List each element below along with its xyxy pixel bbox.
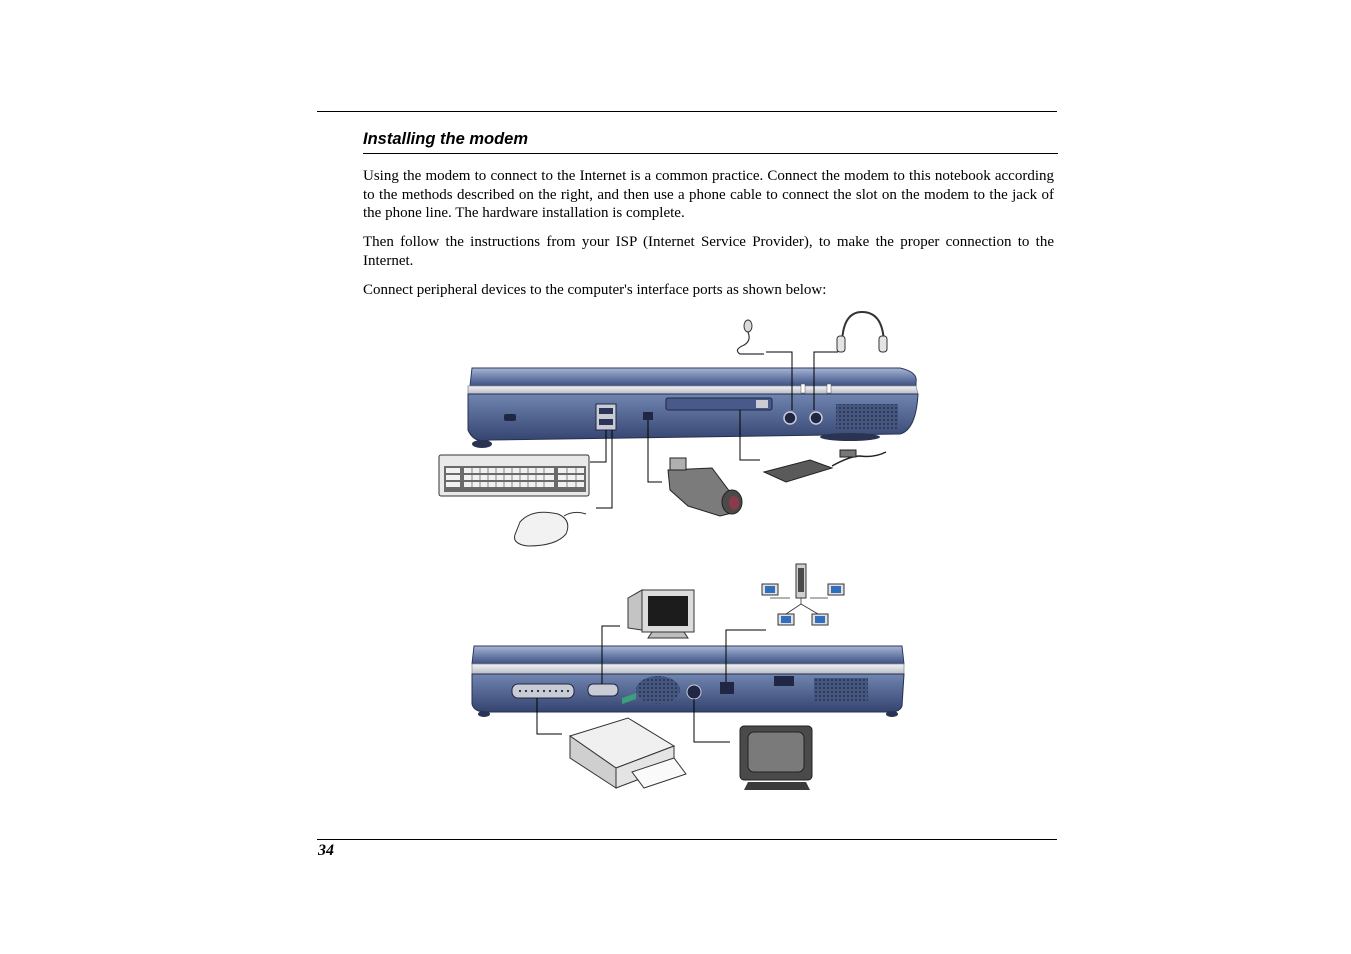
pc-card-modem-icon — [764, 450, 886, 482]
footer-rule — [317, 839, 1057, 840]
mouse-icon — [515, 512, 587, 546]
title-underline — [363, 153, 1058, 154]
microphone-icon — [737, 320, 764, 354]
network-icon — [762, 564, 844, 625]
television-icon — [740, 726, 812, 790]
paragraph-modem-intro: Using the modem to connect to the Internet is a common practice. Connect the modem to this notebook according to the methods described on the right, and then use a phone cable to connect the slot on the modem to the jack of the phone line. The hardware installation is complete. — [363, 168, 1054, 222]
paragraph-isp-instructions: Then follow the instructions from your ISP (Internet Service Provider), to make the proper connection to the Internet. — [363, 234, 1054, 269]
section-title: Installing the modem — [363, 130, 529, 148]
keyboard-icon — [439, 455, 589, 496]
header-rule — [317, 111, 1057, 112]
paragraph-peripherals: Connect peripheral devices to the computer's interface ports as shown below: — [363, 282, 827, 298]
monitor-icon — [628, 590, 694, 638]
camcorder-icon — [668, 458, 742, 516]
notebook-side-view — [468, 368, 918, 448]
headphones-icon — [837, 312, 887, 352]
page-number: 34 — [318, 842, 334, 859]
peripheral-connection-figure — [430, 306, 930, 796]
